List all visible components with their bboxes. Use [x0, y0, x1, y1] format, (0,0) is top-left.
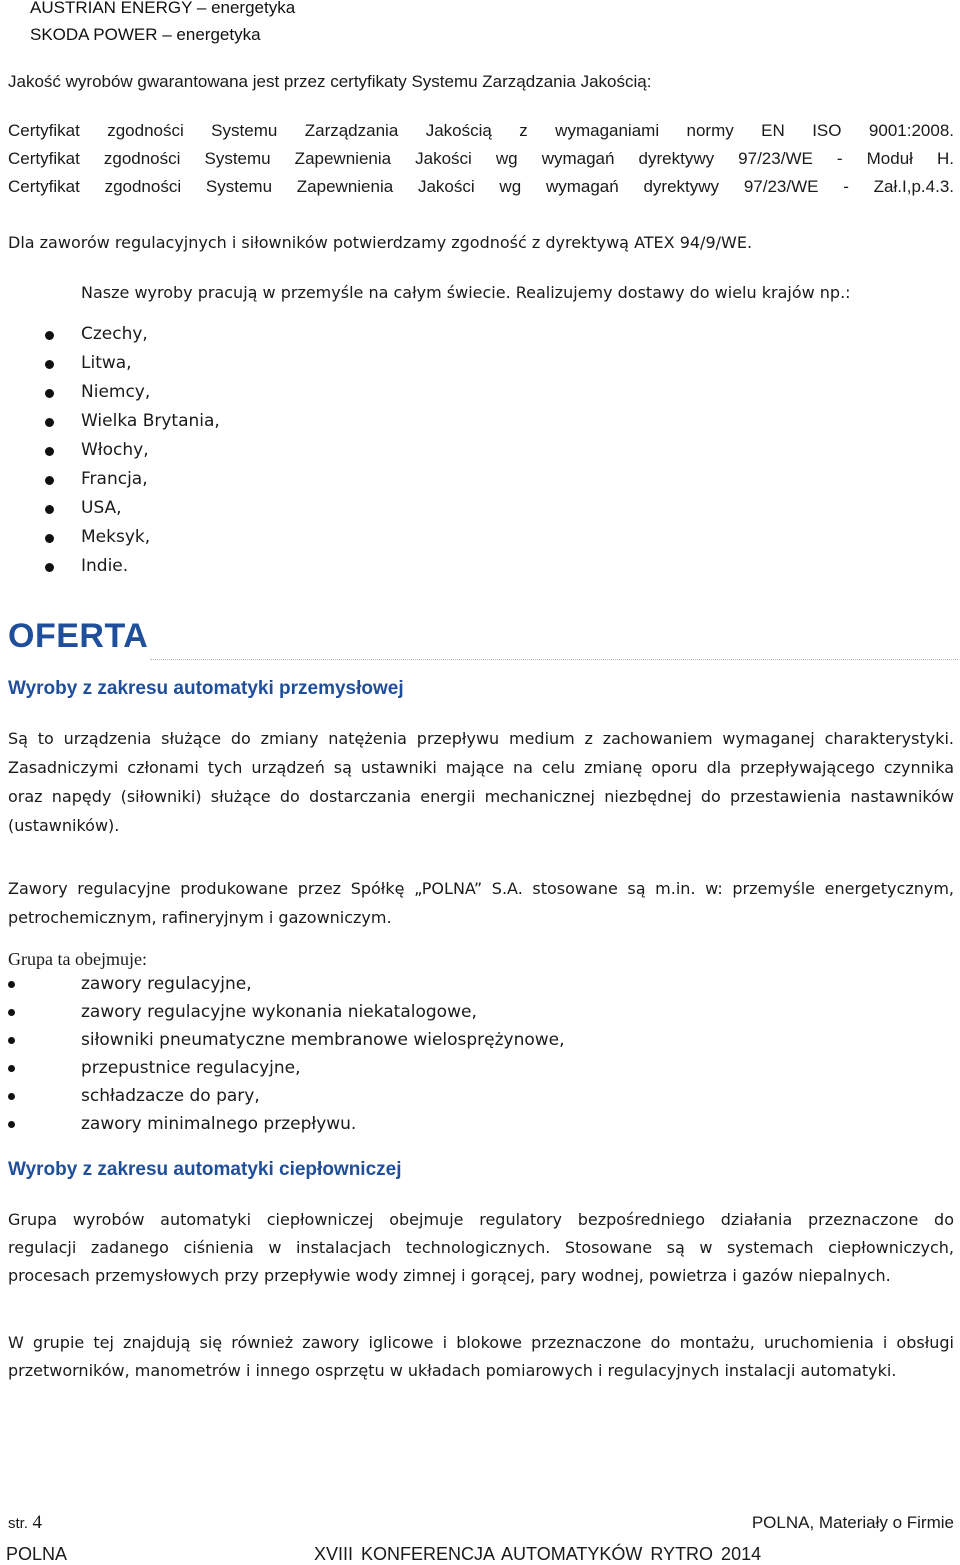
footer-company-label: POLNA, Materiały o Firmie: [751, 1513, 954, 1532]
paragraph-line: procesach przemysłowych przy przepływie wody zimnej i gorącej, pary wodnej, powietrza i gazów niepalnych.: [8, 1266, 891, 1285]
atex-statement: Dla zaworów regulacyjnych i siłowników potwierdzamy zgodność z dyrektywą ATEX 94/9/WE.: [8, 233, 753, 252]
bullet-icon: [8, 1037, 15, 1044]
bullet-icon: [8, 1009, 15, 1016]
page-number-value: 4: [32, 1512, 42, 1533]
bullet-icon: [45, 331, 54, 340]
certificate-line: Certyfikat zgodności Systemu Zapewnienia Jakości wg wymagań dyrektywy 97/23/WE - Zał.I,p.4.3.: [8, 177, 954, 196]
header-line-2: SKODA POWER – energetyka: [30, 25, 261, 44]
heading-divider: [150, 659, 958, 660]
certificate-line: Certyfikat zgodności Systemu Zapewnienia Jakości wg wymagań dyrektywy 97/23/WE - Moduł H.: [8, 149, 954, 168]
list-item: USA,: [81, 498, 122, 518]
group-intro: Grupa ta obejmuje:: [8, 949, 147, 969]
paragraph-line: przetworników, manometrów i innego osprzętu w układach pomiarowych i regulacyjnych instalacji automatyki.: [8, 1361, 897, 1380]
paragraph-line: regulacji zadanego ciśnienia w instalacjach technologicznych. Stosowane są w systemach ciepłowniczych,: [8, 1238, 954, 1257]
bullet-icon: [8, 981, 15, 988]
section-heading-industrial: Wyroby z zakresu automatyki przemysłowej: [8, 678, 404, 699]
header-line-1: AUSTRIAN ENERGY – energetyka: [30, 0, 296, 17]
paragraph-line: Grupa wyrobów automatyki ciepłowniczej obejmuje regulatory bezpośredniego działania przeznaczone do: [8, 1210, 954, 1229]
page-prefix: str.: [8, 1515, 29, 1532]
list-item: Niemcy,: [81, 382, 151, 402]
bullet-icon: [45, 476, 54, 485]
list-item: przepustnice regulacyjne,: [81, 1058, 301, 1078]
quality-intro: Jakość wyrobów gwarantowana jest przez certyfikaty Systemu Zarządzania Jakością:: [8, 72, 652, 91]
bullet-icon: [45, 534, 54, 543]
list-item: zawory minimalnego przepływu.: [81, 1114, 357, 1134]
bullet-icon: [45, 360, 54, 369]
paragraph-line: Zawory regulacyjne produkowane przez Spółkę „POLNA” S.A. stosowane są m.in. w: przemyśle energetycznym,: [8, 879, 954, 898]
paragraph-line: Są to urządzenia służące do zmiany natężenia przepływu medium z zachowaniem wymaganej charakterystyki.: [8, 729, 954, 748]
page-number: [8, 1512, 42, 1534]
paragraph-line: oraz napędy (siłowniki) służące do dostarczania energii mechanicznej niezbędnej do przestawienia nastawników: [8, 787, 954, 806]
certificate-line: Certyfikat zgodności Systemu Zarządzania Jakością z wymaganiami normy EN ISO 9001:2008.: [8, 121, 954, 140]
list-item: siłowniki pneumatyczne membranowe wielosprężynowe,: [81, 1030, 565, 1050]
list-item: Litwa,: [81, 353, 132, 373]
paragraph-line: (ustawników).: [8, 816, 120, 835]
list-item: schładzacze do pary,: [81, 1086, 260, 1106]
bullet-icon: [45, 505, 54, 514]
list-item: Wielka Brytania,: [81, 411, 220, 431]
list-item: Włochy,: [81, 440, 149, 460]
list-item: zawory regulacyjne wykonania niekatalogowe,: [81, 1002, 477, 1022]
bullet-icon: [8, 1093, 15, 1100]
bullet-icon: [45, 447, 54, 456]
list-item: zawory regulacyjne,: [81, 974, 252, 994]
list-item: Czechy,: [81, 324, 148, 344]
bullet-icon: [8, 1121, 15, 1128]
paragraph-line: Zasadniczymi członami tych urządzeń są ustawniki mające na celu zmianę oporu dla przepływającego czynnika: [8, 758, 954, 777]
list-item: Francja,: [81, 469, 148, 489]
bullet-icon: [45, 389, 54, 398]
list-item: Indie.: [81, 556, 129, 576]
oferta-heading: OFERTA: [8, 617, 149, 655]
footer-conference: XVIII KONFERENCJA AUTOMATYKÓW RYTRO 2014: [314, 1544, 762, 1564]
paragraph-line: W grupie tej znajdują się również zawory iglicowe i blokowe przeznaczone do montażu, uruchomienia i obsługi: [8, 1333, 954, 1352]
bullet-icon: [45, 563, 54, 572]
world-delivery-statement: Nasze wyroby pracują w przemyśle na całym świecie. Realizujemy dostawy do wielu krajów np.:: [81, 283, 851, 302]
bullet-icon: [8, 1065, 15, 1072]
list-item: Meksyk,: [81, 527, 151, 547]
bullet-icon: [45, 418, 54, 427]
footer-bottom-left: POLNA: [6, 1544, 68, 1564]
section-heading-heating: Wyroby z zakresu automatyki ciepłowniczej: [8, 1159, 402, 1180]
paragraph-line: petrochemicznym, rafineryjnym i gazowniczym.: [8, 908, 392, 927]
